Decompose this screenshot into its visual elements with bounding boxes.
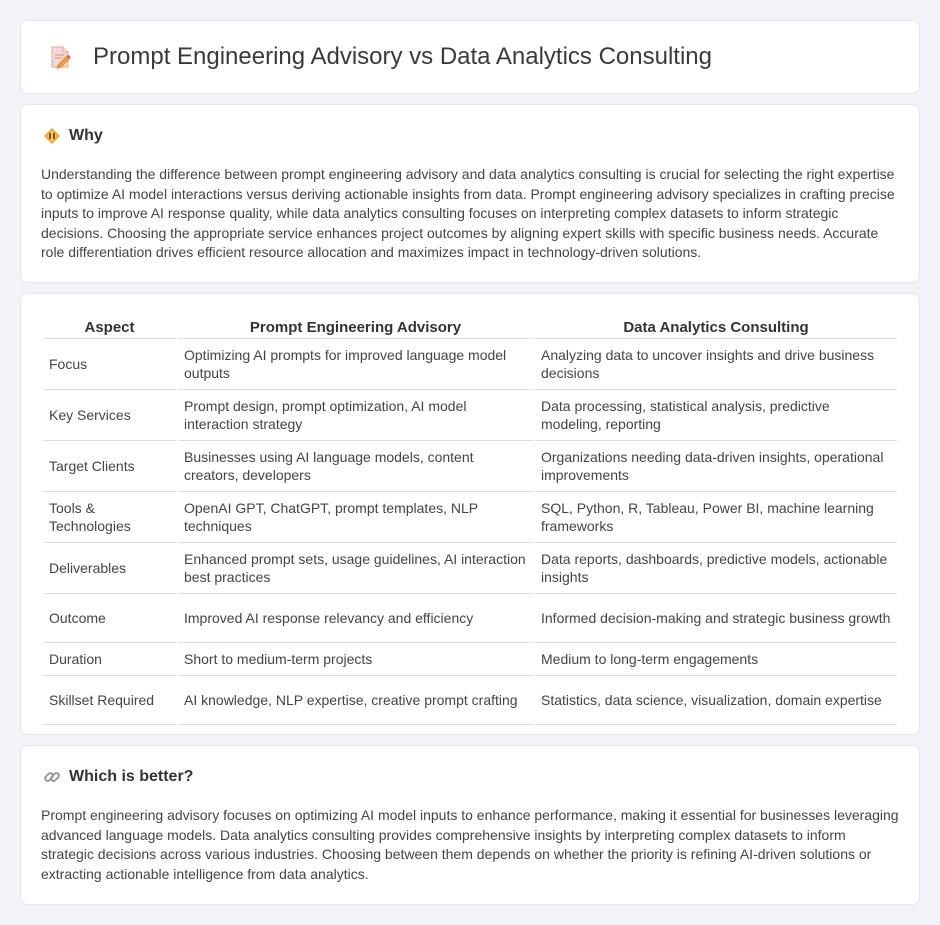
analytics-cell: Analyzing data to uncover insights and drive business decisions [535,339,897,390]
why-text: Understanding the difference between prompt engineering advisory and data analytics consulting is crucial for selecting the right expertise to optimize AI model interactions versus deriving actionable insights from data. Prompt engineering advisory specializes in crafting precise inputs to improve AI response quality, while data analytics consulting focuses on interpreting complex datasets to inform strategic decisions. Choosing the appropriate service enhances project outcomes by aligning expert skills with specific business needs. Accurate role differentiation drives efficient resource allocation and maximizes impact in technology-driven solutions. [41,166,895,261]
comparison-table [41,316,899,725]
table-row [43,643,897,676]
analytics-cell: Data reports, dashboards, predictive models, actionable insights [535,543,897,594]
prompt-cell: OpenAI GPT, ChatGPT, prompt templates, NLP techniques [178,492,533,543]
why-title: Why [69,127,103,144]
which-is-better-text: Prompt engineering advisory focuses on optimizing AI model inputs to enhance performance, making it essential for businesses leveraging advanced language models. Data analytics consulting provides comprehensive insights by interpreting complex datasets to inform strategic decisions across various industries. Choosing between them depends on whether the priority is refining AI-driven solutions or extracting actionable intelligence from data analytics. [41,807,899,882]
header-data-analytics: Data Analytics Consulting [535,316,897,339]
which-is-better-section [20,745,920,905]
header-aspect: Aspect [43,316,176,339]
table-row [43,676,897,725]
table-row [43,390,897,441]
analytics-cell: Informed decision-making and strategic business growth [535,594,897,643]
prompt-cell: Enhanced prompt sets, usage guidelines, AI interaction best practices [178,543,533,594]
aspect-cell: Outcome [43,594,176,643]
aspect-cell: Duration [43,643,176,676]
table-header-row [43,316,897,339]
prompt-cell: Optimizing AI prompts for improved language model outputs [178,339,533,390]
aspect-cell: Focus [43,339,176,390]
table-row [43,492,897,543]
table-row [43,441,897,492]
diamond-warning-icon [43,127,61,145]
analytics-cell: SQL, Python, R, Tableau, Power BI, machine learning frameworks [535,492,897,543]
aspect-cell: Deliverables [43,543,176,594]
analytics-cell: Organizations needing data-driven insights, operational improvements [535,441,897,492]
aspect-cell: Key Services [43,390,176,441]
analytics-cell: Statistics, data science, visualization, domain expertise [535,676,897,725]
aspect-cell: Tools & Technologies [43,492,176,543]
why-section [20,104,920,283]
analytics-cell: Data processing, statistical analysis, predictive modeling, reporting [535,390,897,441]
document-pencil-icon [47,44,73,70]
which-is-better-title: Which is better? [69,768,194,785]
table-row [43,339,897,390]
prompt-cell: AI knowledge, NLP expertise, creative prompt crafting [178,676,533,725]
header-card [20,20,920,94]
link-icon [43,768,61,786]
analytics-cell: Medium to long-term engagements [535,643,897,676]
aspect-cell: Skillset Required [43,676,176,725]
header-prompt-engineering: Prompt Engineering Advisory [178,316,533,339]
prompt-cell: Businesses using AI language models, content creators, developers [178,441,533,492]
prompt-cell: Short to medium-term projects [178,643,533,676]
prompt-cell: Prompt design, prompt optimization, AI model interaction strategy [178,390,533,441]
table-row [43,543,897,594]
prompt-cell: Improved AI response relevancy and efficiency [178,594,533,643]
table-row [43,594,897,643]
comparison-table-card [20,293,920,735]
page-title: Prompt Engineering Advisory vs Data Analytics Consulting [93,43,712,70]
aspect-cell: Target Clients [43,441,176,492]
